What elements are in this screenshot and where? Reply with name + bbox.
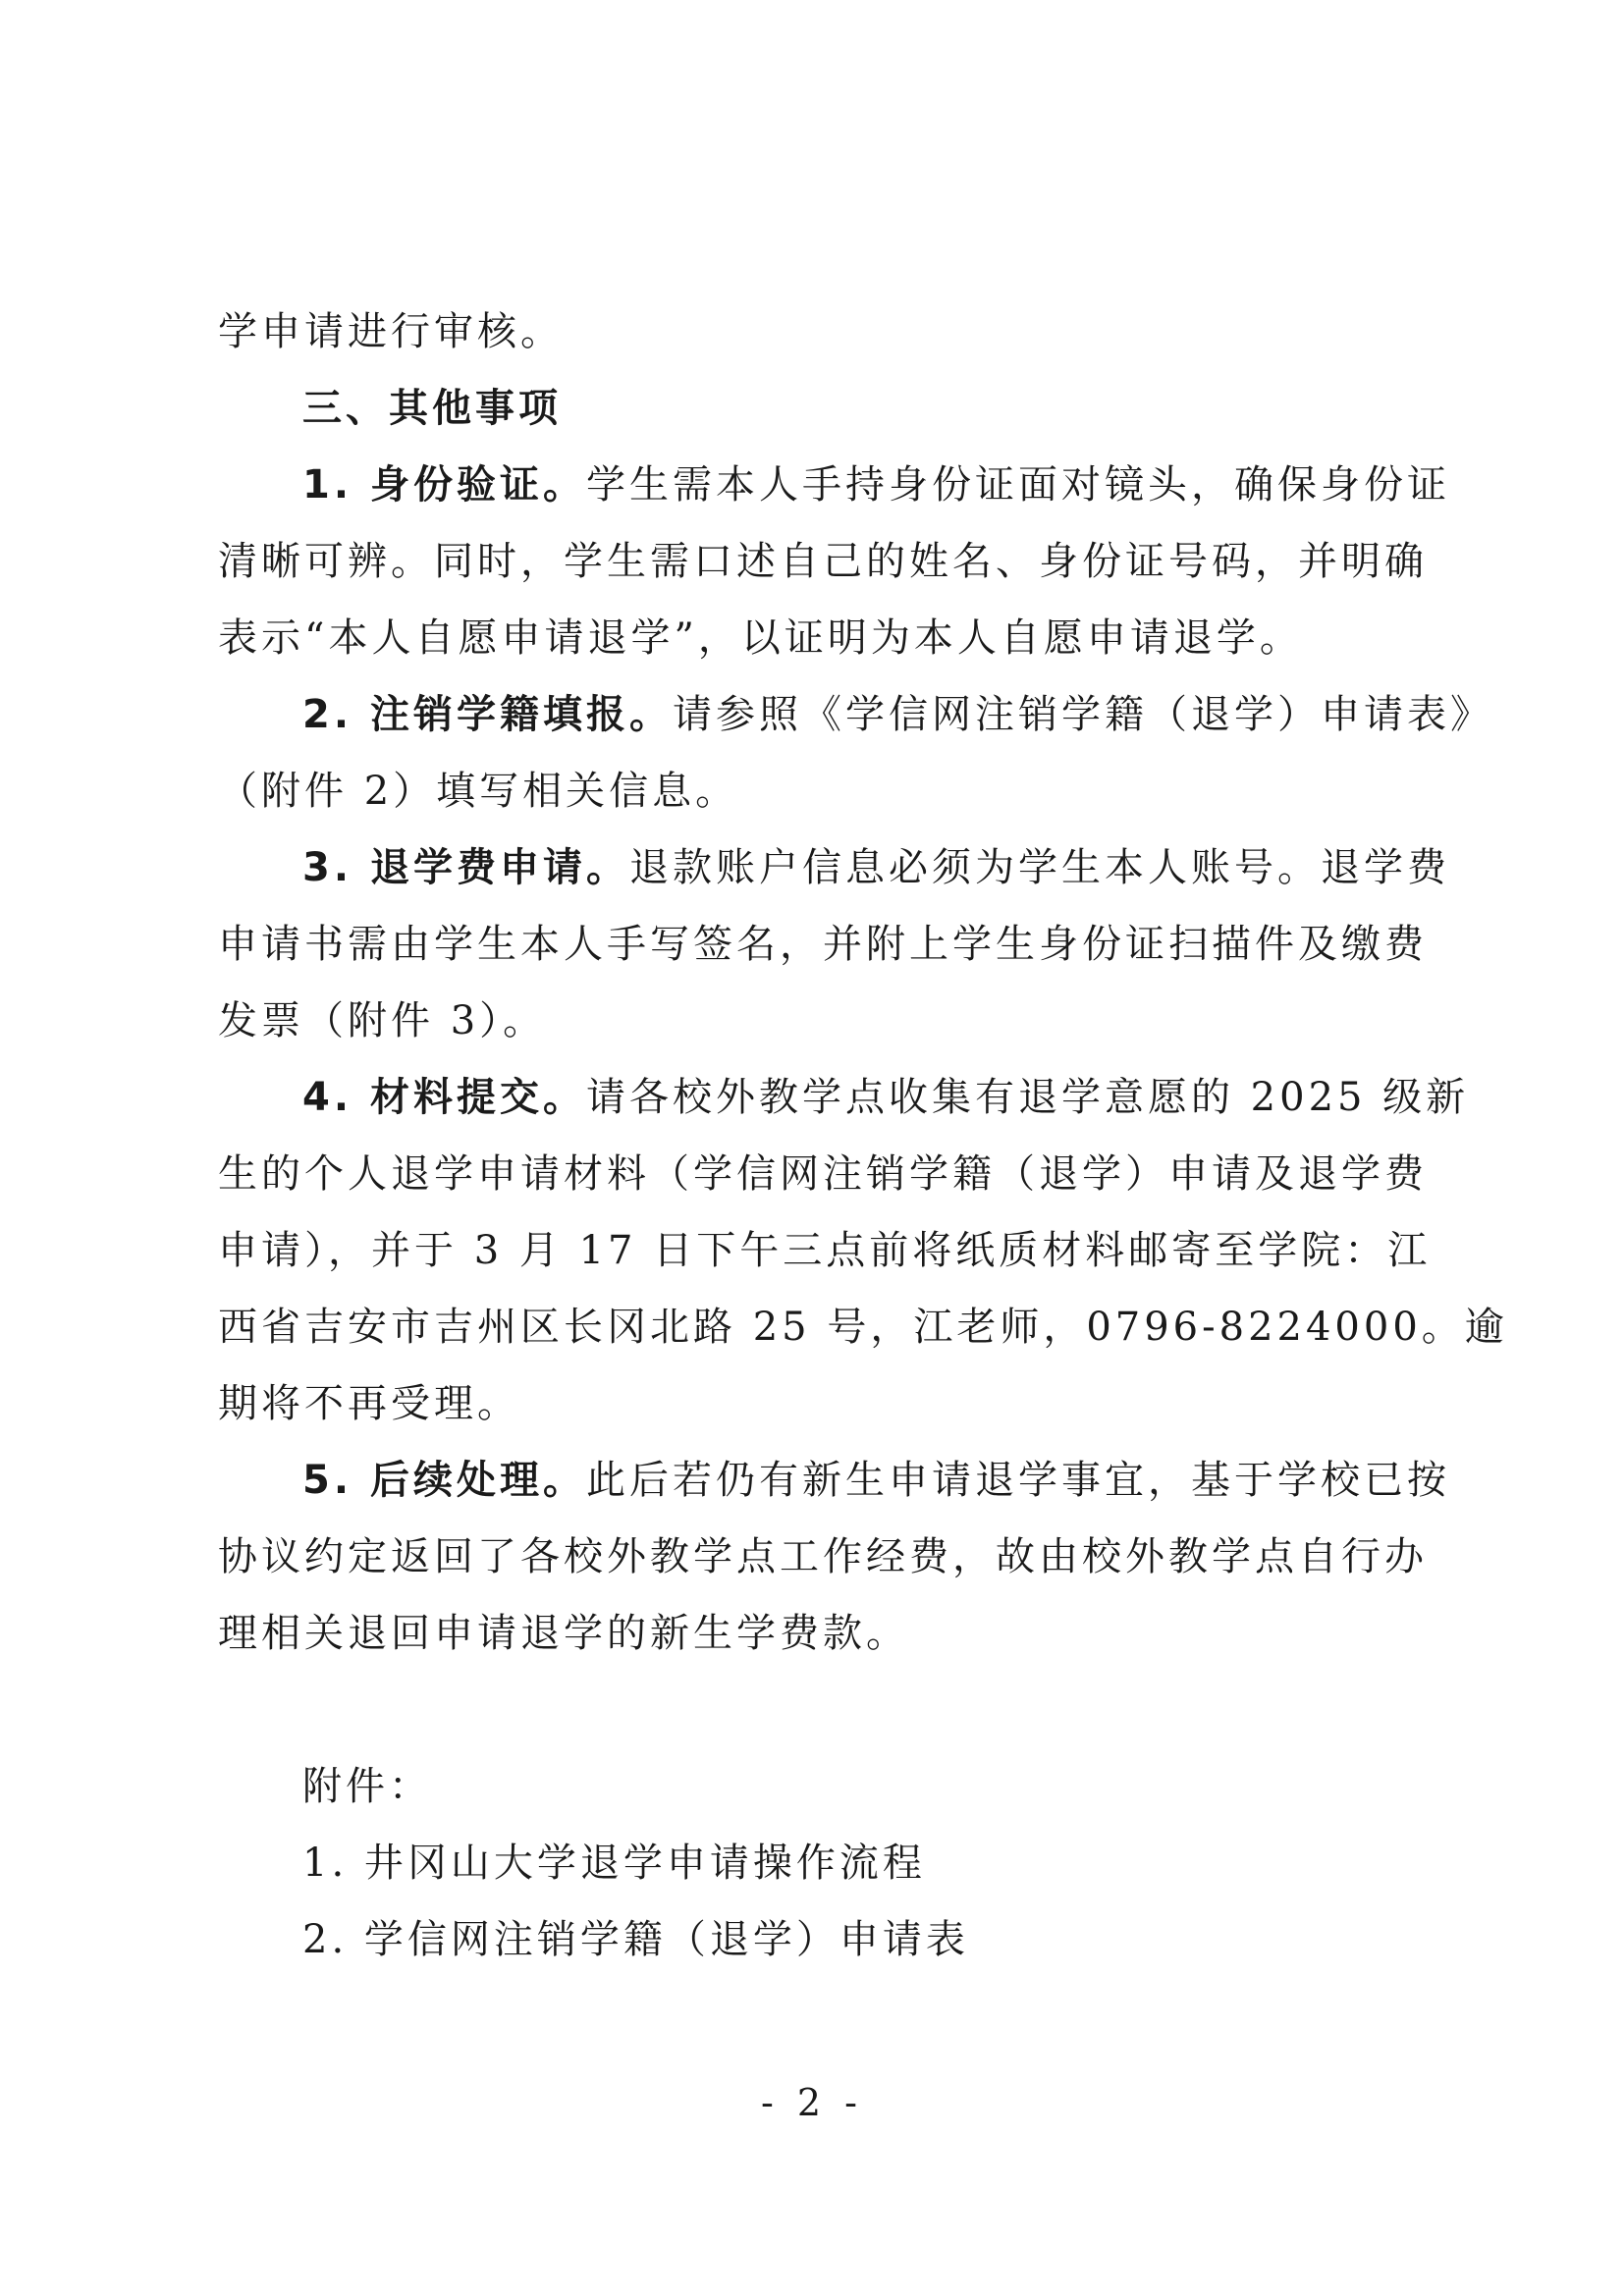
item-4-line-1 (302, 1068, 1470, 1127)
item-5-line-3: 理相关退回申请退学的新生学费款。 (218, 1611, 909, 1656)
item-5-line-1 (302, 1451, 1450, 1510)
intro-continuation: 学申请进行审核。 (218, 309, 564, 354)
item-3-label: 3. 退学费申请。 (302, 845, 629, 890)
page-number: - 2 - (760, 2081, 863, 2124)
item-5-text: 此后若仍有新生申请退学事宜，基于学校已按 (585, 1458, 1450, 1503)
item-4-text: 请各校外教学点收集有退学意愿的 2025 级新 (585, 1075, 1470, 1120)
item-2-label: 2. 注销学籍填报。 (302, 692, 673, 737)
item-4-line-2: 生的个人退学申请材料（学信网注销学籍（退学）申请及退学费 (218, 1151, 1428, 1197)
item-2-line-2: （附件 2）填写相关信息。 (218, 769, 739, 814)
item-1-label: 1. 身份验证。 (302, 462, 586, 507)
section-heading: 三、其他事项 (302, 386, 562, 431)
attachment-item-2: 2. 学信网注销学籍（退学）申请表 (302, 1917, 969, 1962)
item-3-line-3: 发票（附件 3）。 (218, 998, 547, 1043)
attachment-item-1: 1. 井冈山大学退学申请操作流程 (302, 1841, 926, 1886)
item-4-line-5: 期将不再受理。 (218, 1381, 520, 1426)
item-1-text: 学生需本人手持身份证面对镜头，确保身份证 (585, 462, 1450, 507)
item-5-line-2: 协议约定返回了各校外教学点工作经费，故由校外教学点自行办 (218, 1534, 1428, 1579)
attachments-label: 附件： (302, 1764, 432, 1809)
item-4-line-4: 西省吉安市吉州区长冈北路 25 号，江老师，0796-8224000。逾 (218, 1305, 1508, 1350)
item-1-line-3: 表示“本人自愿申请退学”，以证明为本人自愿申请退学。 (218, 615, 1303, 661)
item-4-line-3: 申请），并于 3 月 17 日下午三点前将纸质材料邮寄至学院：江 (218, 1228, 1432, 1273)
item-2-line-1 (302, 685, 1493, 744)
item-2-text: 请参照《学信网注销学籍（退学）申请表》 (672, 692, 1493, 737)
item-3-line-1 (302, 838, 1450, 897)
item-5-label: 5. 后续处理。 (302, 1458, 586, 1503)
item-4-label: 4. 材料提交。 (302, 1075, 586, 1120)
item-1-line-1 (302, 455, 1450, 514)
item-3-line-2: 申请书需由学生本人手写签名，并附上学生身份证扫描件及缴费 (218, 922, 1428, 967)
item-3-text: 退款账户信息必须为学生本人账号。退学费 (628, 845, 1450, 890)
item-1-line-2: 清晰可辨。同时，学生需口述自己的姓名、身份证号码，并明确 (218, 539, 1428, 584)
